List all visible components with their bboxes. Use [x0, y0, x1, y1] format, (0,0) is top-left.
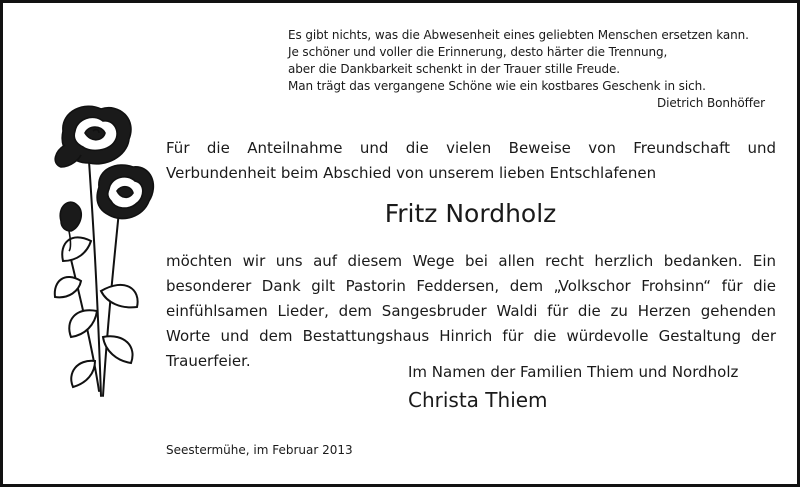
- thank-you-text: möchten wir uns auf diesem Wege bei allen recht herzlich bedanken. Ein besonderer Dank gilt Pastorin Feddersen, dem „Volkschor Frohsinn“ für die einfühlsamen Lieder, dem Sangesbruder Waldi für die zu Herzen gehenden Worte und dem Bestattungshaus Hinrich für die würdevolle Gestaltung der Trauerfeier.: [166, 252, 776, 370]
- rose-icon: [41, 101, 159, 401]
- deceased-name: Fritz Nordholz: [384, 199, 557, 228]
- quote-author: Dietrich Bonhöffer: [656, 96, 765, 110]
- quote-line-2: Je schöner und voller die Erinnerung, desto härter die Trennung,: [288, 45, 668, 59]
- quote-line-3: aber die Dankbarkeit schenkt in der Trauer stille Freude.: [288, 62, 621, 76]
- quote-block: [288, 27, 773, 112]
- families-line: Im Namen der Familien Thiem und Nordholz: [408, 363, 739, 381]
- quote-line-1: Es gibt nichts, was die Abwesenheit eines geliebten Menschen ersetzen kann.: [288, 28, 749, 42]
- signature: Christa Thiem: [408, 388, 548, 412]
- intro-text: Für die Anteilnahme und die vielen Beweise von Freundschaft und Verbundenheit beim Abschied von unserem lieben Entschlafenen: [166, 139, 776, 182]
- quote-line-4: Man trägt das vergangene Schöne wie ein kostbares Geschenk in sich.: [288, 79, 706, 93]
- place-date: Seestermühe, im Februar 2013: [166, 443, 353, 457]
